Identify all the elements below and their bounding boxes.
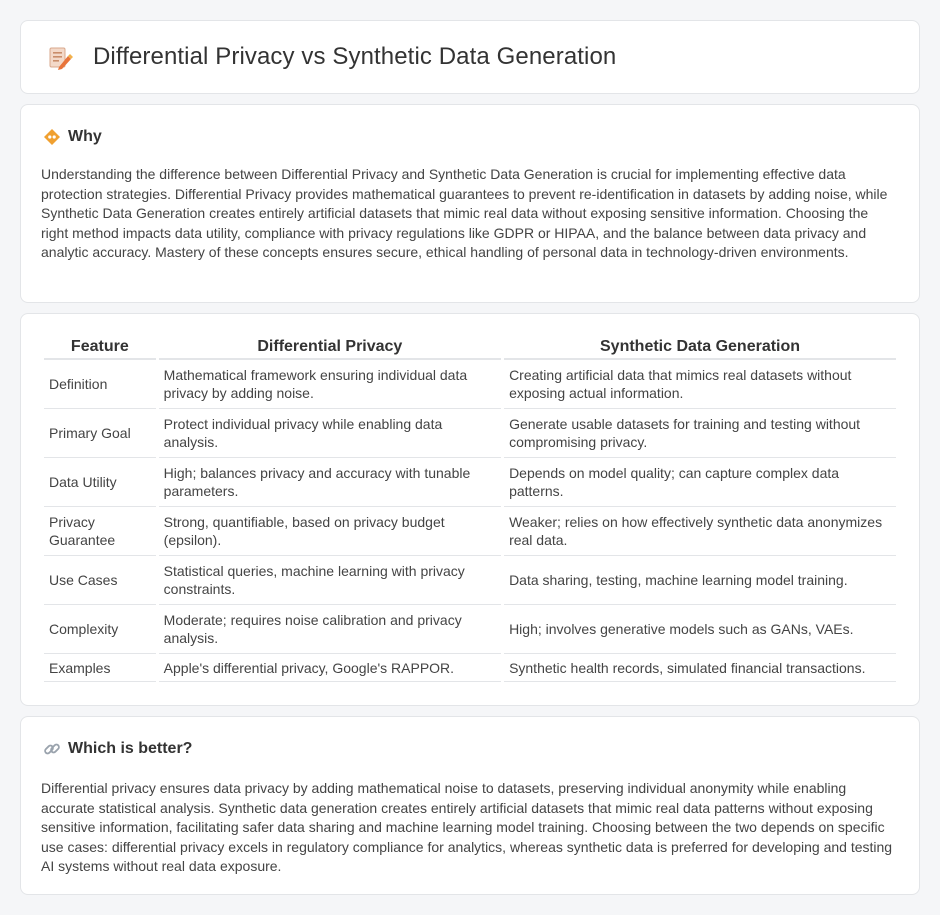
row-synthetic-data: Synthetic health records, simulated financial transactions. xyxy=(504,654,896,682)
table-row xyxy=(44,409,896,458)
header-synthetic-data: Synthetic Data Generation xyxy=(504,334,896,360)
row-differential-privacy: Apple's differential privacy, Google's RAPPOR. xyxy=(159,654,501,682)
row-differential-privacy: Statistical queries, machine learning with privacy constraints. xyxy=(159,556,501,605)
row-synthetic-data: Generate usable datasets for training and testing without compromising privacy. xyxy=(504,409,896,458)
better-text: Differential privacy ensures data privacy by adding mathematical noise to datasets, preserving individual anonymity while enabling accurate statistical analysis. Synthetic data generation creates entirely artificial datasets that mimic real data patterns without exposing sensitive information, facilitating safer data sharing and machine learning model training. Choosing between the two depends on specific use cases: differential privacy excels in regulatory compliance for analytics, whereas synthetic data is preferred for developing and testing AI systems without real data exposure. xyxy=(41,780,893,875)
table-row xyxy=(44,654,896,682)
row-differential-privacy: Moderate; requires noise calibration and privacy analysis. xyxy=(159,605,501,654)
page-title: Differential Privacy vs Synthetic Data Generation xyxy=(93,43,617,70)
row-synthetic-data: Creating artificial data that mimics real datasets without exposing actual information. xyxy=(504,360,896,409)
table-row xyxy=(44,360,896,409)
table-row xyxy=(44,458,896,507)
table-row xyxy=(44,605,896,654)
row-feature: Complexity xyxy=(44,605,156,654)
diamond-sign-icon xyxy=(43,128,61,146)
row-feature: Definition xyxy=(44,360,156,409)
why-text: Understanding the difference between Differential Privacy and Synthetic Data Generation is crucial for implementing effective data protection strategies. Differential Privacy provides mathematical guarantees to prevent re-identification in datasets by adding noise, while Synthetic Data Generation creates entirely artificial datasets that mimic real data without exposing sensitive information. Choosing the right method impacts data utility, compliance with privacy regulations like GDPR or HIPAA, and the balance between data privacy and analytic accuracy. Mastery of these concepts ensures secure, ethical handling of personal data in technology-driven environments. xyxy=(41,166,888,261)
table-row xyxy=(44,556,896,605)
why-title: Why xyxy=(68,128,102,145)
header-differential-privacy: Differential Privacy xyxy=(159,334,501,360)
row-differential-privacy: Protect individual privacy while enabling data analysis. xyxy=(159,409,501,458)
row-differential-privacy: High; balances privacy and accuracy with tunable parameters. xyxy=(159,458,501,507)
why-section xyxy=(20,104,920,303)
header-feature: Feature xyxy=(44,334,156,360)
better-heading xyxy=(43,739,192,759)
better-title: Which is better? xyxy=(68,740,193,757)
table-header-row xyxy=(44,334,896,360)
row-synthetic-data: Weaker; relies on how effectively synthetic data anonymizes real data. xyxy=(504,507,896,556)
row-feature: Data Utility xyxy=(44,458,156,507)
which-is-better-section xyxy=(20,716,920,895)
row-differential-privacy: Mathematical framework ensuring individual data privacy by adding noise. xyxy=(159,360,501,409)
document-pencil-icon xyxy=(47,45,73,71)
comparison-table-card xyxy=(20,313,920,706)
link-icon xyxy=(43,740,61,758)
row-feature: Use Cases xyxy=(44,556,156,605)
row-synthetic-data: High; involves generative models such as GANs, VAEs. xyxy=(504,605,896,654)
row-feature: Privacy Guarantee xyxy=(44,507,156,556)
header-card xyxy=(20,20,920,94)
comparison-table xyxy=(41,334,899,682)
row-differential-privacy: Strong, quantifiable, based on privacy budget (epsilon). xyxy=(159,507,501,556)
table-row xyxy=(44,507,896,556)
row-feature: Primary Goal xyxy=(44,409,156,458)
why-heading xyxy=(43,127,102,147)
row-feature: Examples xyxy=(44,654,156,682)
row-synthetic-data: Depends on model quality; can capture complex data patterns. xyxy=(504,458,896,507)
row-synthetic-data: Data sharing, testing, machine learning model training. xyxy=(504,556,896,605)
